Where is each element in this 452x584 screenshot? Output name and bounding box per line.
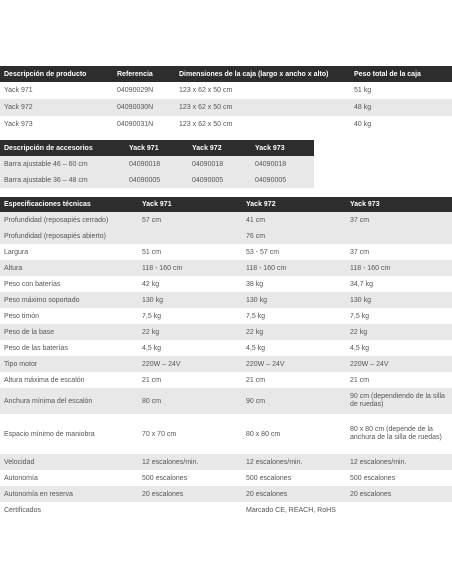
table-cell: 22 kg: [242, 324, 346, 340]
table-cell: 12 escalones/min.: [346, 454, 452, 470]
table-cell: Tipo motor: [0, 356, 138, 372]
table-cell: 04090005: [251, 172, 314, 188]
table-cell: Yack 973: [0, 116, 113, 133]
table-cell: [138, 502, 242, 518]
specs-table: [0, 197, 452, 518]
table-cell: 118 - 160 cm: [346, 260, 452, 276]
table-cell: Certificados: [0, 502, 138, 518]
table-cell: 04090005: [188, 172, 251, 188]
table-row: [0, 340, 452, 356]
table-cell: 7,5 kg: [242, 308, 346, 324]
table-cell: 37 cm: [346, 212, 452, 228]
table-cell: 500 escalones: [242, 470, 346, 486]
specs-header-title: Especificaciones técnicas: [0, 197, 138, 212]
table-cell: 500 escalones: [138, 470, 242, 486]
table-cell: 12 escalones/min.: [138, 454, 242, 470]
table-cell: 51 kg: [350, 82, 452, 99]
products-header-weight: Peso total de la caja: [350, 66, 452, 82]
table-cell: Autonomía: [0, 470, 138, 486]
table-row: [0, 454, 452, 470]
table-cell: 53 - 57 cm: [242, 244, 346, 260]
products-header-reference: Referencia: [113, 66, 175, 82]
table-cell: 118 - 160 cm: [242, 260, 346, 276]
table-cell: Altura máxima de escalón: [0, 372, 138, 388]
table-row: [0, 172, 314, 188]
table-row: [0, 292, 452, 308]
table-cell: 40 kg: [350, 116, 452, 133]
table-cell: 22 kg: [346, 324, 452, 340]
table-cell: 130 kg: [138, 292, 242, 308]
table-cell: Anchura mínima del escalón: [0, 388, 138, 414]
table-cell: Peso máximo soportado: [0, 292, 138, 308]
table-cell: 21 cm: [346, 372, 452, 388]
products-header-row: [0, 66, 452, 82]
table-cell: Yack 971: [0, 82, 113, 99]
specs-header-yack-972: Yack 972: [242, 197, 346, 212]
table-cell: 57 cm: [138, 212, 242, 228]
table-cell: 04090018: [125, 156, 188, 172]
table-cell: 220W – 24V: [346, 356, 452, 372]
table-cell: 4,5 kg: [138, 340, 242, 356]
table-cell: 80 x 80 cm: [242, 414, 346, 454]
table-cell: 7,5 kg: [138, 308, 242, 324]
table-row: [0, 212, 452, 228]
table-cell: [346, 502, 452, 518]
table-cell: 48 kg: [350, 99, 452, 116]
table-cell: Autonomía en reserva: [0, 486, 138, 502]
table-cell: 41 cm: [242, 212, 346, 228]
products-header-dimensions: Dimensiones de la caja (largo x ancho x alto): [175, 66, 350, 82]
table-cell: Peso de la base: [0, 324, 138, 340]
table-cell: 04090029N: [113, 82, 175, 99]
table-cell: 130 kg: [242, 292, 346, 308]
accessories-table: [0, 140, 314, 188]
table-row: [0, 244, 452, 260]
accessories-header-yack-972: Yack 972: [188, 140, 251, 156]
table-cell: Barra ajustable 46 – 60 cm: [0, 156, 125, 172]
table-cell: 220W – 24V: [138, 356, 242, 372]
table-cell: Velocidad: [0, 454, 138, 470]
table-row: [0, 99, 452, 116]
specs-header-yack-971: Yack 971: [138, 197, 242, 212]
table-cell: 90 cm (dependiendo de la silla de ruedas): [346, 388, 452, 414]
table-cell: 7,5 kg: [346, 308, 452, 324]
table-cell: Peso con baterías: [0, 276, 138, 292]
accessories-header-yack-973: Yack 973: [251, 140, 314, 156]
table-cell: 70 x 70 cm: [138, 414, 242, 454]
table-cell: Profundidad (reposapiés cerrado): [0, 212, 138, 228]
table-cell: Peso timón: [0, 308, 138, 324]
table-cell: Altura: [0, 260, 138, 276]
table-cell: 21 cm: [242, 372, 346, 388]
table-cell: Yack 972: [0, 99, 113, 116]
table-row: [0, 116, 452, 133]
table-row: [0, 372, 452, 388]
table-cell: 04090018: [188, 156, 251, 172]
table-row: [0, 502, 452, 518]
table-cell: 04090030N: [113, 99, 175, 116]
table-cell: 500 escalones: [346, 470, 452, 486]
table-cell: 123 x 62 x 50 cm: [175, 116, 350, 133]
table-cell: 4,5 kg: [346, 340, 452, 356]
table-cell: 37 cm: [346, 244, 452, 260]
table-cell: 118 - 160 cm: [138, 260, 242, 276]
table-cell: 04090005: [125, 172, 188, 188]
table-cell: [346, 228, 452, 244]
table-cell: Marcado CE, REACH, RoHS: [242, 502, 346, 518]
table-row: [0, 276, 452, 292]
table-cell: 21 cm: [138, 372, 242, 388]
table-cell: 80 cm: [138, 388, 242, 414]
table-row: [0, 414, 452, 454]
table-cell: Barra ajustable 36 – 48 cm: [0, 172, 125, 188]
table-cell: 42 kg: [138, 276, 242, 292]
table-row: [0, 156, 314, 172]
table-row: [0, 388, 452, 414]
accessories-header-yack-971: Yack 971: [125, 140, 188, 156]
table-cell: Largura: [0, 244, 138, 260]
table-row: [0, 470, 452, 486]
table-row: [0, 356, 452, 372]
table-row: [0, 228, 452, 244]
table-cell: 34,7 kg: [346, 276, 452, 292]
table-cell: 04090018: [251, 156, 314, 172]
table-cell: 90 cm: [242, 388, 346, 414]
products-header-description: Descripción de producto: [0, 66, 113, 82]
table-cell: Peso de las baterías: [0, 340, 138, 356]
table-row: [0, 324, 452, 340]
table-cell: 22 kg: [138, 324, 242, 340]
table-cell: 123 x 62 x 50 cm: [175, 99, 350, 116]
accessories-header-row: [0, 140, 314, 156]
table-cell: 51 cm: [138, 244, 242, 260]
specs-header-row: [0, 197, 452, 212]
table-cell: 20 escalones: [242, 486, 346, 502]
table-row: [0, 260, 452, 276]
table-cell: 38 kg: [242, 276, 346, 292]
table-cell: 20 escalones: [138, 486, 242, 502]
table-cell: 04090031N: [113, 116, 175, 133]
table-cell: 130 kg: [346, 292, 452, 308]
table-cell: 12 escalones/min.: [242, 454, 346, 470]
accessories-header-description: Descripción de accesorios: [0, 140, 125, 156]
table-cell: 20 escalones: [346, 486, 452, 502]
table-cell: 76 cm: [242, 228, 346, 244]
table-cell: 220W – 24V: [242, 356, 346, 372]
table-row: [0, 82, 452, 99]
table-cell: 80 x 80 cm (depende de la anchura de la silla de ruedas): [346, 414, 452, 454]
table-cell: Espacio mínimo de maniobra: [0, 414, 138, 454]
table-cell: [138, 228, 242, 244]
table-row: [0, 486, 452, 502]
products-table: [0, 66, 452, 133]
specs-header-yack-973: Yack 973: [346, 197, 452, 212]
table-cell: 4,5 kg: [242, 340, 346, 356]
table-row: [0, 308, 452, 324]
table-cell: Profundidad (reposapiés abierto): [0, 228, 138, 244]
table-cell: 123 x 62 x 50 cm: [175, 82, 350, 99]
